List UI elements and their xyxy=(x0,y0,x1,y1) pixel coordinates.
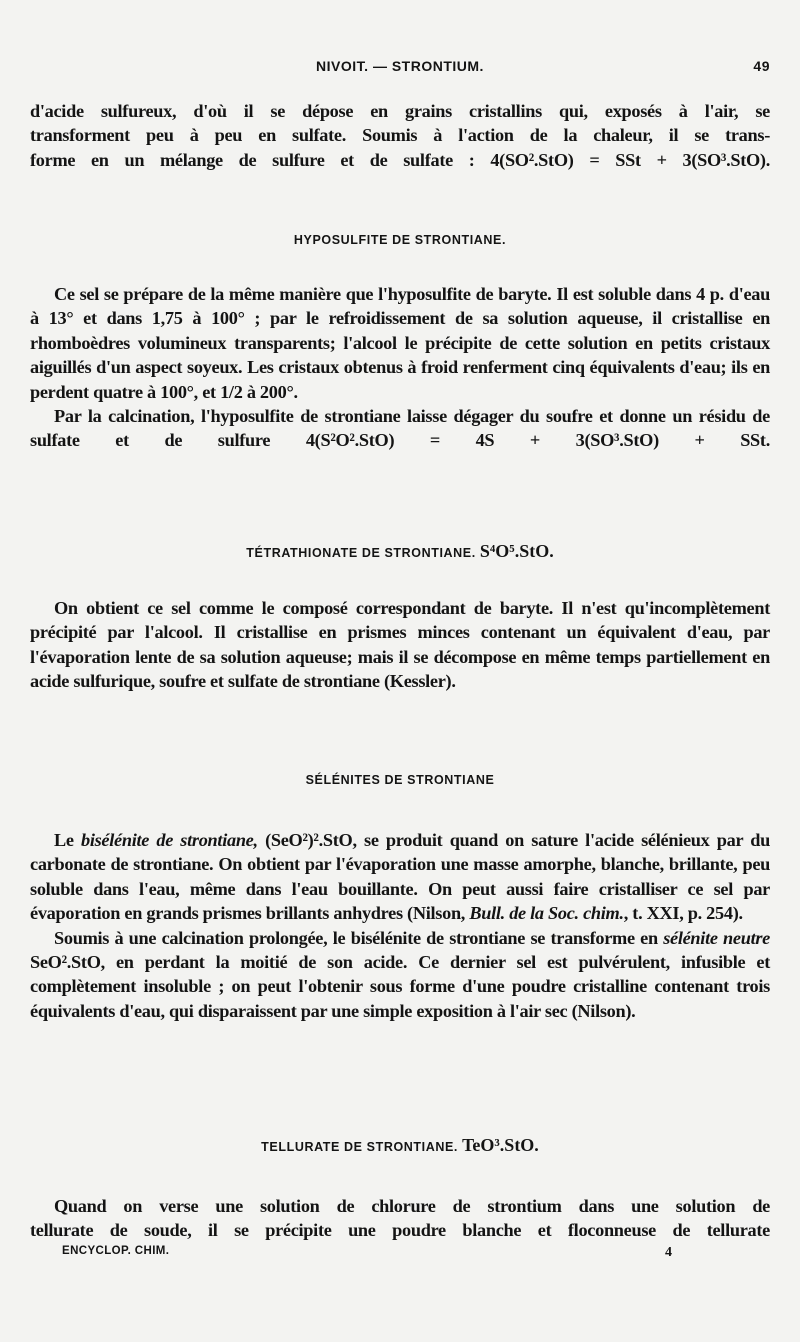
section-heading-tetrathionate xyxy=(30,541,770,562)
hyposulfite-paragraph-2: Par la calcination, l'hyposulfite de strontiane laisse dégager du soufre et donne un résidu de sulfate et de sulfure 4(S²O².StO) = 4S + 3(SO³.StO) + SSt. xyxy=(30,406,770,451)
selenites-p2-start: Soumis à une calcination prolongée, le bisélénite de strontiane se transforme en xyxy=(54,927,664,948)
hyposulfite-section xyxy=(30,282,770,453)
tetrathionate-paragraph: On obtient ce sel comme le composé correspondant de baryte. Il n'est qu'incomplètement précipité par l'alcool. Il cristallise en prismes minces contenant un équivalent d'eau, par l'évaporation lente de sa solution aqueuse; mais il se décompose en même temps partiellement en acide sulfurique, soufre et sulfate de strontiane (Kessler). xyxy=(30,598,770,692)
intro-paragraph xyxy=(30,99,770,172)
running-head xyxy=(30,58,770,82)
tellurate-line-1: Quand on verse une solution de chlorure de strontium dans une solution de xyxy=(54,1196,770,1216)
tetrathionate-heading-text: TÉTRATHIONATE DE STRONTIANE. xyxy=(246,546,476,560)
tellurate-heading-text: TELLURATE DE STRONTIANE. xyxy=(261,1140,458,1154)
footer-signature: ENCYCLOP. CHIM. xyxy=(62,1245,170,1257)
section-heading-selenites: SÉLÉNITES DE STRONTIANE xyxy=(305,773,495,787)
selenites-paragraph-1 xyxy=(30,828,770,926)
selenites-section xyxy=(30,828,770,1023)
tellurate-section xyxy=(30,1194,770,1243)
selenites-p1-italic: bisélénite de strontiane, xyxy=(81,830,258,850)
tetrathionate-section xyxy=(30,596,770,694)
tellurate-formula: TeO³.StO. xyxy=(462,1135,539,1155)
selenites-p1-rest: (SeO²)².StO, se produit quand on sature l'acide sélénieux par du carbonate de strontiane. On obtient par l'évaporation une masse amorphe, blanche, brillante, peu soluble dans l'eau, même dans l'eau bouillante. On peut aussi faire cristalliser ce sel par évaporation en grands prismes brillants anhydres (Nilson, xyxy=(30,830,771,924)
tetrathionate-formula: S⁴O⁵.StO. xyxy=(479,541,554,561)
selenites-p1-end: , t. XXI, p. 254). xyxy=(623,903,743,924)
intro-line-2: transforment peu à peu en sulfate. Soumis à l'action de la chaleur, il se trans- xyxy=(30,125,770,146)
selenites-p2-rest: SeO².StO, en perdant la moitié de son acide. Ce dernier sel est pulvérulent, infusible et complètement insoluble ; on peut l'obtenir sous forme d'une poudre cristalline contenant trois équivalents d'eau, qui disparaissent par une simple exposition à l'air sec (Nilson). xyxy=(30,952,770,1021)
selenites-paragraph-2 xyxy=(30,926,770,1024)
tellurate-line-2: tellurate de soude, il se précipite une poudre blanche et floconneuse de tellurate xyxy=(30,1220,770,1241)
hyposulfite-paragraph-1: Ce sel se prépare de la même manière que l'hyposulfite de baryte. Il est soluble dans 4 p. d'eau à 13° et dans 1,75 à 100° ; par le refroidissement de sa solution aqueuse, il cristallise en rhomboèdres volumineux transparents; l'alcool le précipite de cette solution en petits cristaux aiguillés d'un aspect soyeux. Les cristaux obtenus à froid renferment cinq équivalents d'eau; ils en perdent quatre à 100°, et 1/2 à 200°. xyxy=(30,284,770,402)
selenites-p1-reference: Bull. de la Soc. chim. xyxy=(469,903,624,924)
intro-line-3: forme en un mélange de sulfure et de sulfate : 4(SO².StO) = SSt + 3(SO³.StO). xyxy=(30,149,770,170)
footer-sheet-number: 4 xyxy=(665,1245,672,1260)
page-footer xyxy=(62,1245,672,1263)
selenites-p1-start: Le xyxy=(54,830,81,850)
selenites-p2-italic: sélénite neutre xyxy=(663,927,770,948)
intro-line-1: d'acide sulfureux, d'où il se dépose en grains cristallins qui, exposés à l'air, se xyxy=(30,101,770,121)
running-title: NIVOIT. — STRONTIUM. xyxy=(316,58,484,74)
section-heading-tellurate xyxy=(30,1135,770,1156)
section-heading-hyposulfite: HYPOSULFITE DE STRONTIANE. xyxy=(293,233,507,247)
page-number: 49 xyxy=(753,58,770,74)
